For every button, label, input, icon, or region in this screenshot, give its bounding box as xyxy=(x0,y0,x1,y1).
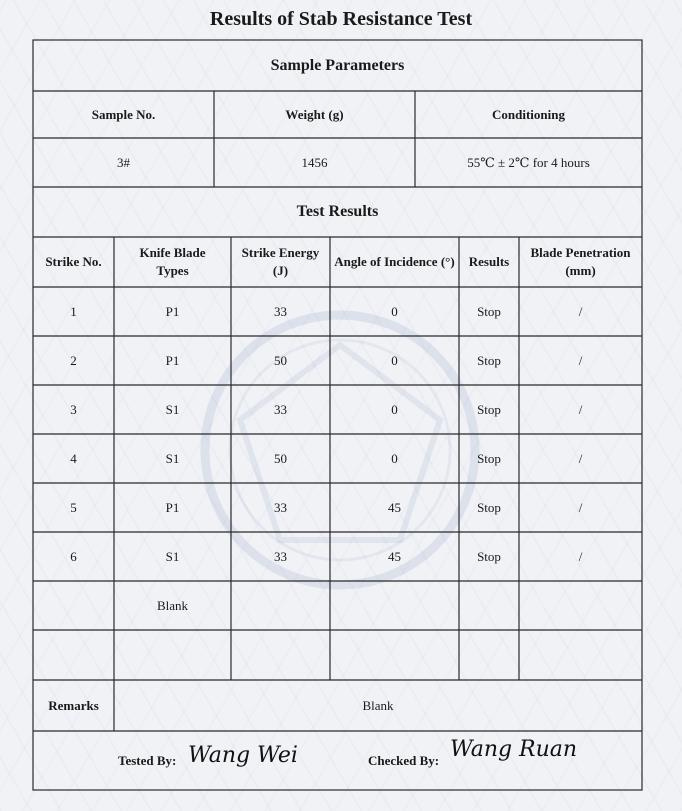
strike-energy-cell: 50 xyxy=(274,352,287,368)
strike-energy-header: Strike Energy (J) xyxy=(241,245,320,278)
strike-energy-cell: 33 xyxy=(274,499,287,515)
strike-no-header: Strike No. xyxy=(45,254,102,270)
tested-by-signature: Wang Wei xyxy=(188,743,298,768)
strike-energy-cell: 33 xyxy=(274,401,287,417)
blade-type-cell: P1 xyxy=(165,499,180,515)
blank-marker: Blank xyxy=(156,597,189,613)
results-header: Results xyxy=(468,254,510,270)
angle-cell: 0 xyxy=(391,303,398,319)
sample-no-value: 3# xyxy=(117,154,130,170)
strike-no-cell: 2 xyxy=(70,352,77,368)
strike-energy-cell: 33 xyxy=(274,548,287,564)
conditioning-header: Conditioning xyxy=(492,106,565,122)
penetration-cell: / xyxy=(578,499,583,515)
document-title: Results of Stab Resistance Test xyxy=(209,8,473,30)
strike-no-cell: 6 xyxy=(70,548,77,564)
angle-cell: 0 xyxy=(391,352,398,368)
angle-of-incidence-header: Angle of Incidence (°) xyxy=(334,254,455,270)
penetration-cell: / xyxy=(578,450,583,466)
blade-type-cell: P1 xyxy=(165,352,180,368)
blade-penetration-header: Blade Penetration (mm) xyxy=(530,245,631,278)
strike-energy-cell: 50 xyxy=(274,450,287,466)
sample-no-header: Sample No. xyxy=(91,106,156,122)
penetration-cell: / xyxy=(578,548,583,564)
penetration-cell: / xyxy=(578,303,583,319)
angle-cell: 0 xyxy=(391,401,398,417)
penetration-cell: / xyxy=(578,401,583,417)
strike-no-cell: 5 xyxy=(70,499,77,515)
result-cell: Stop xyxy=(477,401,501,417)
result-cell: Stop xyxy=(477,352,501,368)
angle-cell: 45 xyxy=(388,548,401,564)
angle-cell: 45 xyxy=(388,499,401,515)
result-cell: Stop xyxy=(477,548,501,564)
test-results-heading: Test Results xyxy=(296,203,379,221)
strike-no-cell: 3 xyxy=(70,401,77,417)
strike-no-cell: 4 xyxy=(70,450,77,466)
weight-value: 1456 xyxy=(301,154,328,170)
weight-header: Weight (g) xyxy=(285,106,344,122)
remarks-value: Blank xyxy=(362,697,394,713)
knife-blade-types-header: Knife Blade Types xyxy=(139,245,206,278)
conditioning-value: 55℃ ± 2℃ for 4 hours xyxy=(467,154,590,170)
remarks-label: Remarks xyxy=(48,697,99,713)
blade-type-cell: S1 xyxy=(165,450,180,466)
checked-by-label: Checked By: xyxy=(368,753,440,768)
strike-no-cell: 1 xyxy=(70,303,77,319)
result-cell: Stop xyxy=(477,303,501,319)
result-cell: Stop xyxy=(477,450,501,466)
angle-cell: 0 xyxy=(391,450,398,466)
result-cell: Stop xyxy=(477,499,501,515)
blade-type-cell: P1 xyxy=(165,303,180,319)
blade-type-cell: S1 xyxy=(165,548,180,564)
blade-type-cell: S1 xyxy=(165,401,180,417)
penetration-cell: / xyxy=(578,352,583,368)
checked-by-signature: Wang Ruan xyxy=(450,737,578,762)
sample-parameters-heading: Sample Parameters xyxy=(270,56,405,74)
tested-by-label: Tested By: xyxy=(118,753,177,768)
strike-energy-cell: 33 xyxy=(274,303,287,319)
